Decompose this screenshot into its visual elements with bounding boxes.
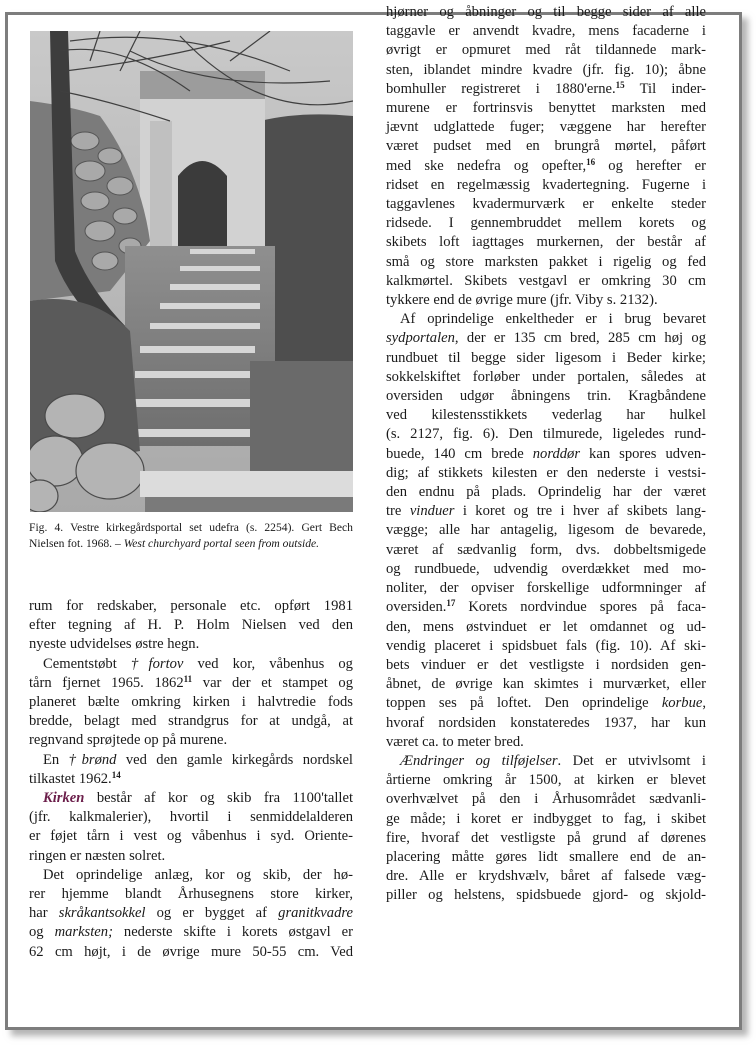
line-text: dre. Alle er krydshvælv, båret af falsede væg- bbox=[386, 868, 706, 885]
line-text: (s. 2127, fig. 6). Den tilmurede, ligeledes rund- bbox=[386, 426, 706, 443]
line-text: efter tegning af H. P. Holm Nielsen ved den bbox=[29, 617, 353, 634]
line-text: tårn fjernet 1965. 1862 bbox=[29, 674, 184, 691]
text-line bbox=[386, 521, 706, 540]
line-text: har bbox=[29, 905, 59, 922]
text-line bbox=[386, 176, 706, 195]
text-line bbox=[386, 61, 706, 80]
line-text: ved den gamle kirkegårds nordskel bbox=[116, 751, 353, 768]
line-text: , bbox=[702, 695, 706, 712]
figure-caption-danish: Vestre kirkegårdsportal set udefra (s. 2254). Gert Bech Nielsen fot. 1968. – bbox=[29, 521, 353, 550]
line-text: kalkmørtel. Skibets vestgavl er omkring 30 cm bbox=[386, 272, 706, 289]
line-text: dig; af stikkets kilesten er den nederste i vestsi- bbox=[386, 464, 706, 481]
text-line bbox=[386, 445, 706, 464]
text-line bbox=[386, 195, 706, 214]
text-line bbox=[29, 904, 353, 923]
italic-term: †brønd bbox=[68, 751, 117, 768]
text-line bbox=[386, 771, 706, 790]
footnote-ref: 11 bbox=[183, 673, 193, 684]
text-line bbox=[29, 827, 353, 846]
footnote-ref: 15 bbox=[615, 79, 625, 90]
line-text: ridsede. I gennembruddet mellem korets og bbox=[386, 215, 706, 232]
italic-term: vinduer bbox=[409, 503, 455, 520]
line-text: og bbox=[29, 924, 55, 941]
line-text: tilkastet 1962. bbox=[29, 770, 112, 787]
text-line bbox=[29, 693, 353, 712]
line-text: hjørner og åbninger og til begge sider af alle bbox=[386, 4, 706, 20]
line-text: ved kor, våbenhus og bbox=[183, 655, 353, 672]
line-text: ge måde; i koret er indbygget to fag, i skibet bbox=[386, 810, 706, 827]
line-text: ridset en regelmæssig kvadertegning. Fugerne i bbox=[386, 176, 706, 193]
line-text: rum for redskaber, personale etc. opført 1981 bbox=[29, 598, 353, 614]
left-text-column bbox=[29, 597, 353, 962]
text-line bbox=[29, 635, 353, 654]
italic-term: norddør bbox=[532, 445, 581, 462]
figure-caption-english: West churchyard portal seen from outside. bbox=[123, 537, 320, 550]
line-text: små og store marksten pakket i rigelig og fed bbox=[386, 253, 706, 270]
text-line bbox=[386, 349, 706, 368]
text-line bbox=[386, 541, 706, 560]
line-text: bomhuller registreret i 1880'erne. bbox=[386, 80, 616, 97]
line-text: tre bbox=[386, 503, 410, 520]
text-line bbox=[386, 214, 706, 233]
text-line bbox=[29, 808, 353, 827]
line-text: oversiden udgør åbningens trin. Kragbåndene bbox=[386, 388, 706, 405]
line-text: og rundbuede, udvendig overdækket med mo- bbox=[386, 560, 706, 577]
text-line bbox=[386, 694, 706, 713]
text-line bbox=[386, 810, 706, 829]
line-text: består af kor og skib fra 1100'tallet bbox=[84, 790, 353, 807]
line-text: overhvælvet på den i Århusområdet sædvanli- bbox=[386, 791, 706, 808]
text-line bbox=[29, 655, 353, 674]
line-text: årtierne omkring år 1500, at kirken er blevet bbox=[386, 772, 706, 789]
line-text: bets vinduer er det vestligste i nordsiden gen- bbox=[386, 656, 706, 673]
line-text: den, mens østvinduet er let omdannet og ud- bbox=[386, 618, 706, 635]
line-text: fire, hvoraf det vestligste på grund af dørenes bbox=[386, 829, 706, 846]
footnote-ref: 16 bbox=[586, 156, 596, 167]
text-line bbox=[386, 618, 706, 637]
line-text: buede, 140 cm brede bbox=[386, 445, 533, 462]
line-text: (jfr. kalkmalerier), hvortil i senmiddelalderen bbox=[29, 809, 353, 826]
text-line bbox=[29, 597, 353, 616]
line-text: ved kilestensstikkets vederlag har hulkel bbox=[386, 407, 706, 424]
line-text: Af oprindelige enkeltheder er i brug bevaret bbox=[400, 311, 706, 328]
text-line bbox=[386, 502, 706, 521]
line-text: skibets loft iagttages murkernen, der består af bbox=[386, 234, 706, 251]
line-text: jævnt udglattede fuger; væggene har herefter bbox=[386, 119, 706, 136]
text-line bbox=[386, 80, 706, 99]
text-line bbox=[386, 752, 706, 771]
line-text: rundbuet til begge sider ligesom i Beder kirke; bbox=[386, 349, 706, 366]
churchyard-portal-photo bbox=[30, 31, 353, 512]
italic-term: marksten; bbox=[54, 924, 113, 941]
italic-term: granitkvadre bbox=[278, 905, 353, 922]
line-text: nyeste udvidelses østre hegn. bbox=[29, 636, 200, 653]
line-text: sokkelskiftet forløber under portalen, således at bbox=[386, 368, 706, 385]
figure-label: Fig. 4. bbox=[29, 521, 64, 534]
line-text: kan spores udven- bbox=[580, 445, 706, 462]
line-text: murene er fortrinsvis benyttet marksten med bbox=[386, 100, 706, 117]
text-line bbox=[386, 425, 706, 444]
text-line bbox=[386, 886, 706, 905]
line-text: været ca. to meter bred. bbox=[386, 733, 524, 750]
text-line bbox=[29, 712, 353, 731]
line-text: og herefter er bbox=[595, 157, 706, 174]
text-line bbox=[386, 733, 706, 752]
text-line bbox=[386, 829, 706, 848]
line-text: taggavle er anvendt kvadre, mens facaderne i bbox=[386, 23, 706, 40]
text-line bbox=[386, 867, 706, 886]
text-line bbox=[386, 560, 706, 579]
text-line bbox=[386, 22, 706, 41]
line-text: . Det er utvivlsomt i bbox=[557, 752, 706, 769]
line-text: rer hjemme blandt Århusegnens store kirker, bbox=[29, 886, 353, 903]
right-text-column bbox=[386, 3, 706, 906]
figure-photo bbox=[30, 31, 353, 512]
line-text: Det oprindelige anlæg, kor og skib, der hø- bbox=[43, 866, 353, 883]
line-text: Cementstøbt bbox=[43, 655, 131, 672]
text-line bbox=[29, 616, 353, 635]
line-text: været af sædvanlig form, dvs. dobbeltsmigede bbox=[386, 541, 706, 558]
text-line bbox=[29, 789, 353, 808]
line-text: Til inder- bbox=[624, 80, 706, 97]
line-text: nederste skifte i korets østgavl er bbox=[112, 924, 353, 941]
line-text: Korets nordvindue spores på faca- bbox=[455, 599, 706, 616]
line-text: noliter, der opviser forskellige udformninger af bbox=[386, 580, 706, 597]
text-line bbox=[386, 310, 706, 329]
line-text: 62 cm højt, i de øvrige mure 50-55 cm. Ved bbox=[29, 943, 353, 960]
line-text: oversiden. bbox=[386, 599, 447, 616]
text-line bbox=[386, 272, 706, 291]
text-line bbox=[29, 923, 353, 942]
kirken-heading: Kirken bbox=[43, 790, 85, 807]
text-line bbox=[386, 656, 706, 675]
line-text: planeret bælte omkring kirken i halvtredie fods bbox=[29, 694, 353, 711]
line-text: med ske nedefra og opefter, bbox=[386, 157, 587, 174]
line-text: En bbox=[43, 751, 69, 768]
text-line bbox=[386, 675, 706, 694]
text-line bbox=[29, 943, 353, 962]
italic-term: korbue bbox=[661, 695, 703, 712]
line-text: været pudset med en brungrå mørtel, påført bbox=[386, 138, 706, 155]
line-text: åbnet, de øvrige kan skimtes i murværket, eller bbox=[386, 676, 706, 693]
text-line bbox=[386, 387, 706, 406]
text-line bbox=[386, 99, 706, 118]
line-text: hvoraf nordsiden konstateredes 1937, har kun bbox=[386, 714, 706, 731]
text-line bbox=[386, 157, 706, 176]
text-line bbox=[386, 329, 706, 348]
text-line bbox=[386, 464, 706, 483]
line-text: tykkere end de øvrige mure (jfr. Viby s. 2132). bbox=[386, 292, 658, 309]
text-line bbox=[386, 579, 706, 598]
text-line bbox=[386, 598, 706, 617]
line-text: var der et stampet og bbox=[192, 674, 353, 691]
italic-term: Ændringer og tilføjelser bbox=[400, 752, 558, 769]
text-line bbox=[386, 790, 706, 809]
line-text: toppen ses på loftet. Den oprindelige bbox=[386, 695, 662, 712]
text-line bbox=[386, 118, 706, 137]
text-line bbox=[29, 731, 353, 750]
text-line bbox=[386, 714, 706, 733]
italic-term: †fortov bbox=[130, 655, 184, 672]
text-line bbox=[386, 483, 706, 502]
footnote-ref: 17 bbox=[446, 598, 456, 609]
text-line bbox=[386, 637, 706, 656]
line-text: , der er 135 cm bred, 285 cm høj og bbox=[454, 330, 706, 347]
line-text: vendig placeret i spidsbuet fals (fig. 10). Af ski- bbox=[386, 637, 706, 654]
text-line bbox=[386, 233, 706, 252]
line-text: vægge; alle har antagelig, ligesom de bevarede, bbox=[386, 522, 706, 539]
footnote-ref: 14 bbox=[111, 769, 121, 780]
text-line bbox=[386, 291, 706, 310]
text-line bbox=[29, 770, 353, 789]
text-line bbox=[386, 406, 706, 425]
italic-term: skråkantsokkel bbox=[58, 905, 146, 922]
line-text: og er bygget af bbox=[145, 905, 279, 922]
line-text: sten, iblandet mindre kvadre (jfr. fig. 10); åbne bbox=[386, 61, 706, 78]
line-text: bredde, belagt med strandgrus for at undgå, at bbox=[29, 713, 353, 730]
text-line bbox=[29, 866, 353, 885]
text-line bbox=[29, 751, 353, 770]
text-line bbox=[29, 847, 353, 866]
figure-caption bbox=[29, 520, 353, 552]
line-text: ringen er næsten solret. bbox=[29, 847, 166, 864]
italic-term: sydportalen bbox=[386, 330, 455, 347]
line-text: den endnu på plads. Oprindelig har der været bbox=[386, 484, 706, 501]
line-text: taggavlenes kvadermurværk er enkelte steder bbox=[386, 196, 706, 213]
text-line bbox=[386, 368, 706, 387]
line-text: placering måtte gøres lidt smallere end de an- bbox=[386, 848, 706, 865]
text-line bbox=[29, 885, 353, 904]
text-line bbox=[386, 137, 706, 156]
line-text: piller og helstens, spidsbuede gjord- og skjold- bbox=[386, 887, 706, 904]
text-line bbox=[386, 41, 706, 60]
line-text: øvrigt er opmuret med råt tildannede mark- bbox=[386, 42, 706, 59]
text-line bbox=[386, 3, 706, 22]
text-line bbox=[386, 253, 706, 272]
line-text: regnvand sprøjtede op på murene. bbox=[29, 732, 228, 749]
text-line bbox=[29, 674, 353, 693]
line-text: i koret og tre i hver af skibets lang- bbox=[454, 503, 706, 520]
text-line bbox=[386, 848, 706, 867]
line-text: er føjet tårn i vest og våbenhus i syd. Oriente- bbox=[29, 828, 353, 845]
